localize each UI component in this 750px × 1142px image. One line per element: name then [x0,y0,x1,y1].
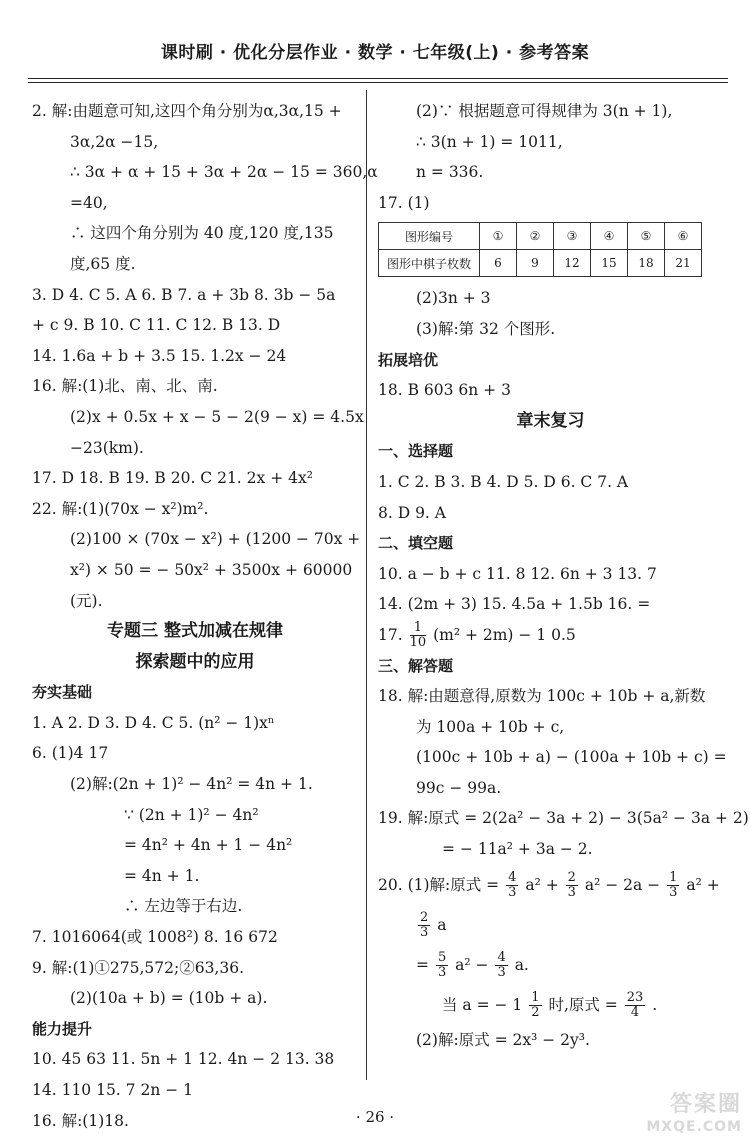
numerator: 1 [531,990,540,1006]
answer-line: ∵ (2n + 1)² − 4n² [124,805,259,824]
header-rule [28,78,728,79]
table-row [379,223,702,250]
subsection-title: 拓展培优 [378,350,439,369]
column-divider [366,90,367,1080]
numerator: 4 [497,950,506,966]
answer-line: =40, [70,193,108,212]
answer-text: a² + [525,875,559,894]
denominator: 4 [630,1005,640,1021]
numerator: 4 [508,870,517,886]
answer-line: 18. B 603 6n + 3 [378,381,511,400]
answer-line: ∴ 左边等于右边. [124,897,243,916]
watermark-url: MXQE.COM [646,1119,742,1135]
answer-line: 99c − 99a. [416,778,502,797]
answer-line [378,620,723,651]
table-cell: ① [480,223,517,250]
answer-line: 14. (2m + 3) 15. 4.5a + 1.5b 16. = [378,595,651,614]
answer-line: 度,65 度. [70,254,136,273]
fraction [506,871,518,900]
answer-line [378,945,723,985]
answer-line: 1. A 2. D 3. D 4. C 5. (n² − 1)xⁿ [32,713,275,732]
page-header: 课时刷 · 优化分层作业 · 数学 · 七年级(上) · 参考答案 [160,43,590,63]
denominator: 3 [497,965,506,981]
answer-text: . [652,995,658,1014]
answer-line: 16. 解:(1)北、南、北、南. [32,377,218,396]
answer-text: a [437,915,447,934]
chapter-title: 章末复习 [516,410,585,431]
answer-line: (3)解:第 32 个图形. [416,319,556,338]
answer-line: (2)解:(2n + 1)² − 4n² = 4n + 1. [70,775,313,794]
table-cell: 15 [591,250,628,277]
table-row [379,250,702,277]
answer-text: 20. (1)解:原式 = [378,875,500,894]
answer-line: x²) × 50 = − 50x² + 3500x + 60000 [70,560,353,579]
table-cell: ④ [591,223,628,250]
answer-line: (2)100 × (70x − x²) + (1200 − 70x + [70,530,361,549]
answer-text: a² − [455,955,489,974]
fraction [410,621,427,650]
subsection-title: 夯实基础 [32,683,93,702]
answer-line: ∴ 3(n + 1) = 1011, [416,132,563,151]
table-cell: ③ [554,223,591,250]
answer-line: + c 9. B 10. C 11. C 12. B 13. D [32,316,281,335]
table-cell: 21 [665,250,702,277]
denominator: 3 [669,885,678,901]
fraction [436,951,448,980]
table-header-cell: 图形中棋子枚数 [379,250,480,277]
answer-line [378,865,723,905]
answer-line: 14. 1.6a + b + 3.5 15. 1.2x − 24 [32,346,287,365]
answer-text: = [416,955,429,974]
table-header-cell: 图形编号 [379,223,480,250]
answer-text: (m² + 2m) − 1 0.5 [433,625,576,644]
table-cell: ② [517,223,554,250]
answer-line: 7. 1016064(或 1008²) 8. 16 672 [32,928,278,947]
subsection-title: 二、填空题 [378,534,454,553]
subsection-title: 三、解答题 [378,656,454,675]
answer-line: (2)(10a + b) = (10b + a). [70,989,268,1008]
answer-line: 3α,2α −15, [70,132,159,151]
table-cell: 12 [554,250,591,277]
answer-line: 2. 解:由题意可知,这四个角分别为α,3α,15 + [32,102,342,120]
page-number: · 26 · [355,1108,395,1126]
answer-line: 为 100a + 10b + c, [416,717,565,736]
answer-line: 3. D 4. C 5. A 6. B 7. a + 3b 8. 3b − 5a [32,285,336,304]
pattern-table [378,222,702,277]
answer-line: (2)解:原式 = 2x³ − 2y³. [416,1030,590,1049]
denominator: 2 [531,1005,540,1021]
answer-text: 当 a = − 1 [442,995,523,1014]
answer-line: (100c + 10b + a) − (100a + 10b + c) = [416,748,727,767]
answer-line: ∴ 这四个角分别为 40 度,120 度,135 [70,224,334,243]
numerator: 2 [420,910,429,926]
table-cell: 6 [480,250,517,277]
denominator: 3 [437,965,447,981]
denominator: 3 [508,885,517,901]
answer-line: 19. 解:原式 = 2(2a² − 3a + 2) − 3(5a² − 3a + 2) [378,809,749,828]
answer-line: = 4n + 1. [124,866,200,885]
answer-line: (2)x + 0.5x + x − 5 − 2(9 − x) = 4.5x [70,407,364,426]
watermark-logo [612,1094,742,1140]
right-column [378,96,749,1055]
answer-text: a² + [686,875,720,894]
table-cell: 18 [628,250,665,277]
section-title: 探索题中的应用 [135,651,255,672]
numerator: 1 [669,870,678,886]
answer-line: 16. 解:(1)18. [32,1111,129,1130]
answer-line: = − 11a² + 3a − 2. [442,840,593,859]
section-title: 专题三 整式加减在规律 [107,621,283,642]
answer-line: (元). [70,591,103,610]
denominator: 3 [567,885,576,901]
answer-line: 10. a − b + c 11. 8 12. 6n + 3 13. 7 [378,564,657,583]
denominator: 10 [409,635,427,651]
table-cell: ⑥ [665,223,702,250]
numerator: 23 [626,990,644,1006]
table-cell: ⑤ [628,223,665,250]
answer-line: 1. C 2. B 3. B 4. D 5. D 6. C 7. A [378,472,629,491]
answer-line: n = 336. [416,163,484,182]
fraction [495,951,507,980]
answer-line: ∴ 3α + α + 15 + 3α + 2α − 15 = 360,α [70,163,378,182]
left-column [32,96,378,1136]
answer-text: a. [514,955,529,974]
answer-line: 22. 解:(1)(70x − x²)m². [32,499,209,518]
numerator: 1 [410,621,427,636]
answer-line: = 4n² + 4n + 1 − 4n² [124,836,293,855]
answer-line [378,985,723,1025]
answer-line: 17. (1) [378,193,430,212]
watermark-text: 答案圈 [669,1092,742,1117]
answer-line: 14. 110 15. 7 2n − 1 [32,1081,194,1099]
answer-line [378,905,723,945]
denominator: 3 [420,925,429,941]
numerator: 2 [567,870,576,886]
subsection-title: 能力提升 [32,1019,93,1038]
answer-line: 9. 解:(1)①275,572;②63,36. [32,958,245,977]
answer-text: 17. [378,625,403,644]
answer-line: 10. 45 63 11. 5n + 1 12. 4n − 2 13. 38 [32,1050,335,1069]
answer-line: 8. D 9. A [378,503,446,522]
answer-line: 6. (1)4 17 [32,744,109,763]
fraction [625,991,646,1020]
answer-line: −23(km). [70,438,144,457]
answer-line: 18. 解:由题意得,原数为 100c + 10b + a,新数 [378,687,706,706]
fraction [566,871,578,900]
answer-line: (2)∵ 根据题意可得规律为 3(n + 1), [416,102,673,120]
numerator: 5 [437,950,447,966]
fraction [667,871,679,900]
subsection-title: 一、选择题 [378,442,454,461]
fraction [529,991,541,1020]
answer-text: 时,原式 = [548,995,618,1014]
answer-text: a² − 2a − [584,875,661,894]
fraction [418,911,430,940]
answer-line: 17. D 18. B 19. B 20. C 21. 2x + 4x² [32,469,313,488]
answer-line: (2)3n + 3 [416,289,491,308]
header-rule-thin [28,82,728,83]
table-cell: 9 [517,250,554,277]
